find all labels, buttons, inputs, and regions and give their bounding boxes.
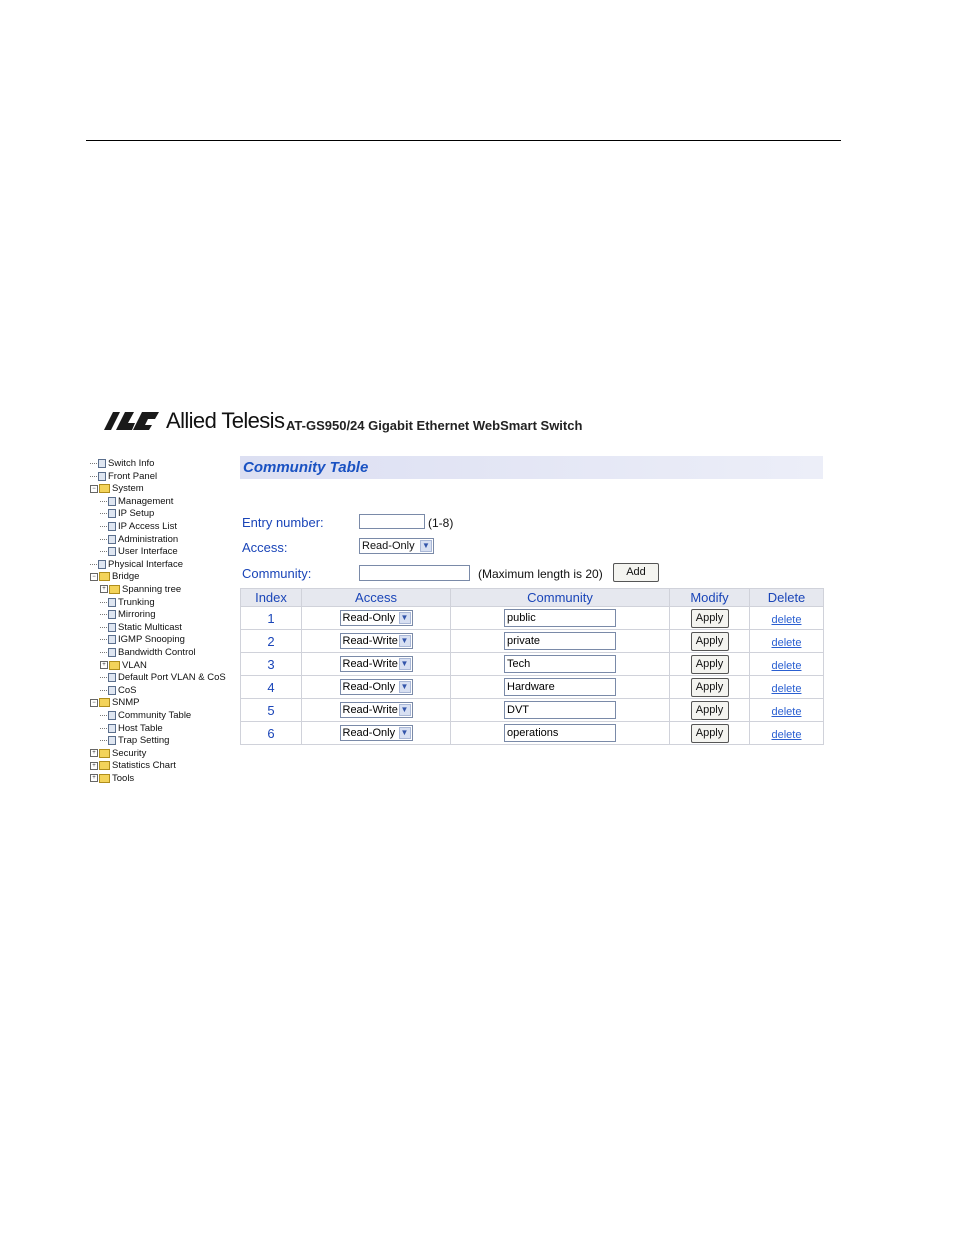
nav-item-label: Static Multicast bbox=[118, 621, 182, 633]
nav-item-spanning-tree[interactable] bbox=[100, 584, 181, 596]
folder-icon bbox=[99, 761, 110, 770]
row-modify-cell bbox=[670, 630, 750, 653]
community-input[interactable] bbox=[359, 565, 470, 581]
folder-icon bbox=[99, 749, 110, 758]
apply-button[interactable]: Apply bbox=[691, 609, 729, 628]
page-icon bbox=[108, 648, 116, 657]
row-access-value: Read-Write bbox=[342, 635, 398, 648]
delete-link[interactable]: delete bbox=[771, 682, 802, 695]
row-modify-cell bbox=[670, 653, 750, 676]
row-community-input[interactable]: Tech bbox=[504, 655, 616, 673]
nav-item-label: User Interface bbox=[118, 546, 178, 558]
row-access-cell bbox=[302, 653, 451, 676]
nav-item-bandwidth-control[interactable] bbox=[100, 647, 196, 659]
row-community-cell bbox=[451, 607, 670, 630]
row-access-select[interactable] bbox=[340, 702, 413, 718]
access-label: Access: bbox=[242, 540, 288, 555]
tree-connector bbox=[100, 728, 107, 729]
nav-item-label: VLAN bbox=[122, 659, 147, 671]
folder-icon bbox=[99, 698, 110, 707]
nav-item-label: Trunking bbox=[118, 596, 155, 608]
model-title: AT-GS950/24 Gigabit Ethernet WebSmart Switch bbox=[286, 418, 583, 433]
chevron-down-icon: ▼ bbox=[399, 658, 411, 670]
column-header-delete: Delete bbox=[750, 589, 824, 607]
collapse-icon[interactable]: − bbox=[90, 573, 98, 581]
column-header-index: Index bbox=[241, 589, 302, 607]
row-access-value: Read-Write bbox=[342, 658, 398, 671]
row-modify-cell bbox=[670, 607, 750, 630]
nav-item-cos[interactable] bbox=[100, 685, 136, 697]
table-row bbox=[241, 630, 824, 653]
table-row bbox=[241, 676, 824, 699]
nav-item-static-multicast[interactable] bbox=[100, 622, 182, 634]
row-access-cell bbox=[302, 722, 451, 745]
page-icon bbox=[108, 673, 116, 682]
nav-item-ip-access-list[interactable] bbox=[100, 521, 177, 533]
row-index: 6 bbox=[241, 722, 302, 745]
nav-item-tools[interactable] bbox=[90, 773, 134, 785]
tree-connector bbox=[100, 652, 107, 653]
page-icon bbox=[108, 509, 116, 518]
collapse-icon[interactable]: − bbox=[90, 485, 98, 493]
table-row bbox=[241, 722, 824, 745]
row-index: 3 bbox=[241, 653, 302, 676]
chevron-down-icon: ▼ bbox=[399, 635, 411, 647]
nav-item-label: IP Access List bbox=[118, 521, 177, 532]
page-icon bbox=[108, 736, 116, 745]
tree-connector bbox=[100, 539, 107, 540]
apply-button[interactable]: Apply bbox=[691, 678, 729, 697]
row-access-select[interactable] bbox=[340, 725, 413, 741]
tree-connector bbox=[100, 551, 107, 552]
column-header-modify: Modify bbox=[670, 589, 750, 607]
page-icon bbox=[108, 497, 116, 506]
nav-item-label: Switch Info bbox=[108, 458, 155, 469]
tree-connector bbox=[100, 627, 107, 628]
entry-number-label: Entry number: bbox=[242, 515, 324, 530]
row-index: 2 bbox=[241, 630, 302, 653]
row-delete-cell bbox=[750, 676, 824, 699]
nav-item-label: Administration bbox=[118, 533, 179, 545]
expand-icon[interactable]: + bbox=[90, 762, 98, 770]
nav-item-system[interactable] bbox=[90, 483, 144, 495]
row-modify-cell bbox=[670, 722, 750, 745]
row-community-input[interactable]: Hardware bbox=[504, 678, 616, 696]
page-icon bbox=[108, 724, 116, 733]
nav-item-label: Spanning tree bbox=[122, 584, 182, 595]
nav-item-management[interactable] bbox=[100, 496, 173, 508]
page-icon bbox=[108, 522, 116, 531]
add-button[interactable]: Add bbox=[613, 563, 659, 582]
tree-connector bbox=[100, 690, 107, 691]
table-row bbox=[241, 699, 824, 722]
apply-button[interactable]: Apply bbox=[691, 655, 729, 674]
tree-connector bbox=[90, 463, 97, 464]
page-icon bbox=[108, 610, 116, 619]
row-access-select[interactable] bbox=[340, 679, 413, 695]
nav-item-label: Security bbox=[112, 747, 147, 759]
row-community-input[interactable]: public bbox=[504, 609, 616, 627]
nav-item-label: System bbox=[112, 483, 144, 495]
collapse-icon[interactable]: − bbox=[90, 699, 98, 707]
folder-icon bbox=[99, 572, 110, 581]
nav-item-default-port-vlan-cos[interactable] bbox=[100, 672, 226, 684]
row-access-select[interactable] bbox=[340, 656, 413, 672]
nav-item-label: Management bbox=[118, 495, 174, 507]
nav-item-label: Tools bbox=[112, 773, 135, 784]
row-community-cell bbox=[451, 630, 670, 653]
nav-item-mirroring[interactable] bbox=[100, 609, 155, 621]
row-modify-cell bbox=[670, 699, 750, 722]
nav-item-snmp[interactable] bbox=[90, 697, 139, 709]
tree-connector bbox=[100, 677, 107, 678]
folder-icon bbox=[109, 661, 120, 670]
community-label: Community: bbox=[242, 566, 312, 581]
page-icon bbox=[108, 686, 116, 695]
row-access-select[interactable] bbox=[340, 633, 413, 649]
page-icon bbox=[108, 547, 116, 556]
delete-link[interactable]: delete bbox=[771, 613, 802, 626]
nav-item-front-panel[interactable] bbox=[90, 471, 157, 483]
row-index: 5 bbox=[241, 699, 302, 722]
nav-item-label: Mirroring bbox=[118, 609, 156, 621]
nav-item-label: Bandwidth Control bbox=[118, 647, 196, 658]
tree-connector bbox=[100, 740, 107, 741]
row-modify-cell bbox=[670, 676, 750, 699]
nav-item-label: Trap Setting bbox=[118, 735, 170, 747]
table-row bbox=[241, 607, 824, 630]
tree-connector bbox=[100, 639, 107, 640]
row-access-value: Read-Write bbox=[342, 704, 398, 717]
folder-icon bbox=[99, 774, 110, 783]
chevron-down-icon: ▼ bbox=[399, 612, 411, 624]
nav-item-label: Bridge bbox=[112, 571, 140, 583]
expand-icon[interactable]: + bbox=[90, 749, 98, 757]
table-header-row bbox=[241, 589, 824, 607]
entry-number-hint: (1-8) bbox=[428, 516, 454, 530]
apply-button[interactable]: Apply bbox=[691, 701, 729, 720]
tree-connector bbox=[100, 715, 107, 716]
row-access-cell bbox=[302, 607, 451, 630]
expand-icon[interactable]: + bbox=[100, 585, 108, 593]
page-icon bbox=[98, 459, 106, 468]
nav-item-host-table[interactable] bbox=[100, 723, 163, 735]
nav-item-label: SNMP bbox=[112, 697, 140, 709]
row-community-input[interactable]: private bbox=[504, 632, 616, 650]
page-title: Community Table bbox=[243, 459, 369, 476]
apply-button[interactable]: Apply bbox=[691, 632, 729, 651]
chevron-down-icon: ▼ bbox=[399, 704, 411, 716]
expand-icon[interactable]: + bbox=[100, 661, 108, 669]
folder-icon bbox=[99, 484, 110, 493]
entry-number-input[interactable] bbox=[359, 514, 425, 529]
row-access-cell bbox=[302, 630, 451, 653]
nav-item-label: Front Panel bbox=[108, 470, 158, 482]
access-select[interactable] bbox=[359, 538, 434, 554]
nav-item-igmp-snooping[interactable] bbox=[100, 634, 185, 646]
row-community-cell bbox=[451, 699, 670, 722]
folder-icon bbox=[109, 585, 120, 594]
table-row bbox=[241, 653, 824, 676]
expand-icon[interactable]: + bbox=[90, 774, 98, 782]
row-delete-cell bbox=[750, 722, 824, 745]
page-icon bbox=[108, 635, 116, 644]
tree-connector bbox=[100, 526, 107, 527]
row-access-select[interactable] bbox=[340, 610, 413, 626]
nav-item-label: CoS bbox=[118, 684, 137, 696]
nav-item-label: Community Table bbox=[118, 710, 192, 721]
row-delete-cell bbox=[750, 607, 824, 630]
apply-button[interactable]: Apply bbox=[691, 724, 729, 743]
nav-item-label: Statistics Chart bbox=[112, 760, 176, 772]
brand-name: Allied Telesis bbox=[166, 408, 285, 433]
nav-item-community-table[interactable] bbox=[100, 710, 191, 722]
chevron-down-icon: ▼ bbox=[420, 540, 432, 552]
community-hint: (Maximum length is 20) bbox=[478, 567, 603, 581]
access-select-value: Read-Only bbox=[362, 540, 415, 552]
row-community-cell bbox=[451, 722, 670, 745]
delete-link[interactable]: delete bbox=[771, 705, 802, 718]
page-title-bar bbox=[240, 456, 823, 479]
nav-item-bridge[interactable] bbox=[90, 571, 139, 583]
tree-connector bbox=[100, 501, 107, 502]
nav-item-trap-setting[interactable] bbox=[100, 735, 169, 747]
row-access-cell bbox=[302, 699, 451, 722]
page-icon bbox=[108, 598, 116, 607]
page-icon bbox=[108, 623, 116, 632]
tree-connector bbox=[90, 476, 97, 477]
tree-connector bbox=[100, 614, 107, 615]
column-header-access: Access bbox=[302, 589, 451, 607]
row-community-input[interactable]: DVT bbox=[504, 701, 616, 719]
delete-link[interactable]: delete bbox=[771, 728, 802, 741]
page-divider bbox=[86, 140, 841, 141]
row-access-cell bbox=[302, 676, 451, 699]
page-icon bbox=[108, 535, 116, 544]
browser-screenshot bbox=[90, 406, 836, 798]
row-delete-cell bbox=[750, 630, 824, 653]
allied-telesis-logo-icon bbox=[104, 411, 160, 431]
chevron-down-icon: ▼ bbox=[399, 727, 411, 739]
community-table bbox=[240, 588, 824, 745]
nav-item-security[interactable] bbox=[90, 748, 146, 760]
column-header-community: Community bbox=[451, 589, 670, 607]
page-icon bbox=[108, 711, 116, 720]
nav-item-label: Physical Interface bbox=[108, 558, 183, 570]
row-index: 4 bbox=[241, 676, 302, 699]
row-access-value: Read-Only bbox=[342, 612, 396, 625]
nav-item-label: Default Port VLAN & CoS bbox=[118, 672, 226, 684]
row-access-value: Read-Only bbox=[342, 727, 396, 740]
tree-connector bbox=[100, 602, 107, 603]
page-icon bbox=[98, 472, 106, 481]
page-icon bbox=[98, 560, 106, 569]
nav-item-physical-interface[interactable] bbox=[90, 559, 183, 571]
row-index: 1 bbox=[241, 607, 302, 630]
nav-item-label: IGMP Snooping bbox=[118, 634, 185, 646]
nav-item-trunking[interactable] bbox=[100, 597, 155, 609]
nav-item-administration[interactable] bbox=[100, 534, 178, 546]
row-community-cell bbox=[451, 676, 670, 699]
row-community-input[interactable]: operations bbox=[504, 724, 616, 742]
nav-item-switch-info[interactable] bbox=[90, 458, 154, 470]
delete-link[interactable]: delete bbox=[771, 636, 802, 649]
nav-item-ip-setup[interactable] bbox=[100, 508, 154, 520]
tree-connector bbox=[100, 513, 107, 514]
row-access-value: Read-Only bbox=[342, 681, 396, 694]
row-community-cell bbox=[451, 653, 670, 676]
row-delete-cell bbox=[750, 699, 824, 722]
row-delete-cell bbox=[750, 653, 824, 676]
nav-item-label: IP Setup bbox=[118, 508, 155, 520]
chevron-down-icon: ▼ bbox=[399, 681, 411, 693]
tree-connector bbox=[90, 564, 97, 565]
nav-item-label: Host Table bbox=[118, 722, 163, 734]
nav-item-user-interface[interactable] bbox=[100, 546, 178, 558]
nav-item-statistics-chart[interactable] bbox=[90, 760, 176, 772]
delete-link[interactable]: delete bbox=[771, 659, 802, 672]
nav-item-vlan[interactable] bbox=[100, 660, 147, 672]
